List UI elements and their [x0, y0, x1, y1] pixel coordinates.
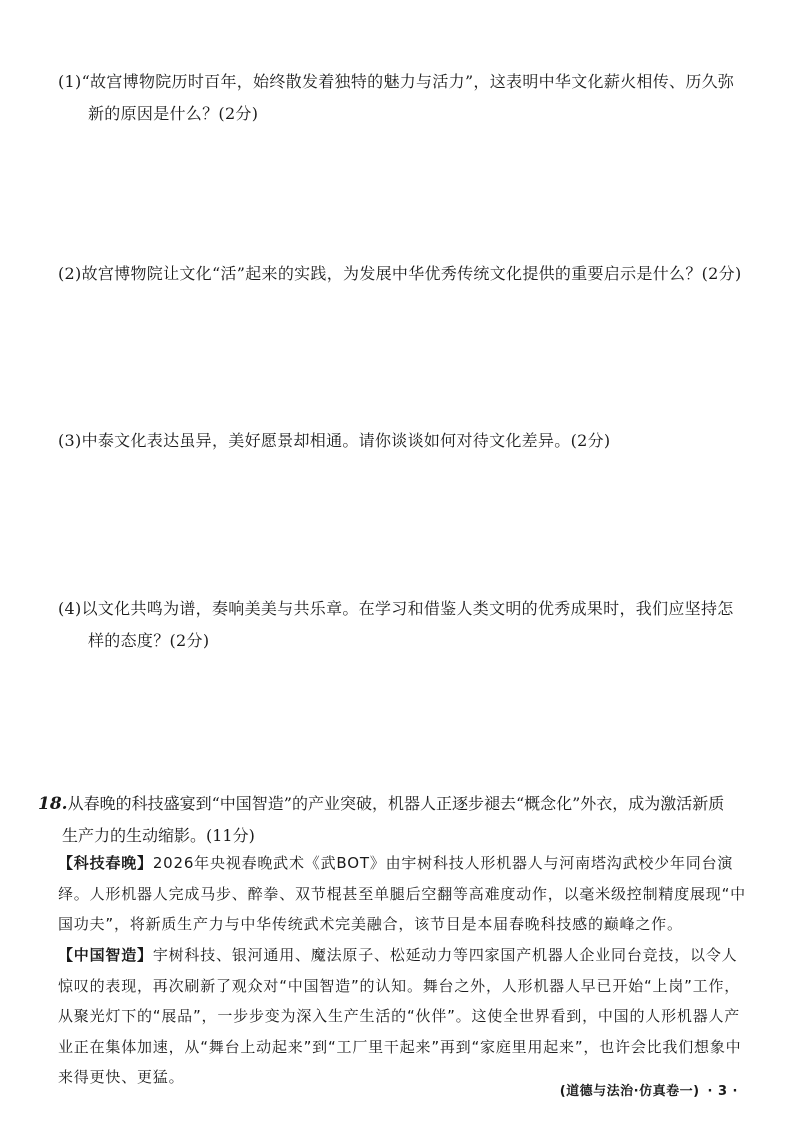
question-text: (1)“故宫博物院历时百年，始终散发着独特的魅力与活力”，这表明中华文化薪火相传、历久弥 [58, 72, 735, 91]
question-17-2 [58, 258, 748, 290]
question-text-cont: 新的原因是什么？(2分) [88, 104, 259, 123]
question-text: (2)故宫博物院让文化“活”起来的实践，为发展中华优秀传统文化提供的重要启示是什么？(2分) [58, 264, 742, 283]
question-text: 从春晚的科技盛宴到“中国智造”的产业突破，机器人正逐步褪去“概念化”外衣，成为激活新质 [67, 794, 725, 813]
page-footer [560, 1080, 738, 1099]
question-text-cont: 生产力的生动缩影。(11分) [62, 826, 255, 845]
question-text: (3)中泰文化表达虽异，美好愿景却相通。请你谈谈如何对待文化差异。(2分) [58, 431, 611, 450]
question-text-cont: 样的态度？(2分) [88, 631, 210, 650]
material-tech-gala [58, 848, 750, 940]
material-text: 宇树科技、银河通用、魔法原子、松延动力等四家国产机器人企业同台竞技，以令人惊叹的表现，再次刷新了观众对“中国智造”的认知。舞台之外，人形机器人早已开始“上岗”工作，从聚光灯下的“展品”，一步步变为深入生产生活的“伙伴”。这使全世界看到，中国的人形机器人产业正在集体加速，从“舞台上动起来”到“工厂里干起来”再到“家庭里用起来”，也许会比我们想象中来得更快、更猛。 [58, 946, 742, 1086]
question-17-1 [58, 66, 748, 130]
question-text: (4)以文化共鸣为谱，奏响美美与共乐章。在学习和借鉴人类文明的优秀成果时，我们应坚持怎 [58, 599, 734, 618]
page-number: · 3 · [707, 1084, 738, 1099]
question-17-3 [58, 425, 748, 457]
question-number: 18. [38, 794, 68, 814]
material-tag: 【中国智造】 [58, 946, 153, 964]
question-17-4 [58, 593, 748, 657]
footer-label: (道德与法治·仿真卷一) [559, 1084, 700, 1099]
material-china-smart-manufacturing [58, 940, 750, 1093]
question-18 [38, 788, 750, 851]
material-tag: 【科技春晚】 [58, 854, 153, 872]
material-text: 2026年央视春晚武术《武BOT》由宇树科技人形机器人与河南塔沟武校少年同台演绎。人形机器人完成马步、醉拳、双节棍甚至单腿后空翻等高难度动作，以毫米级控制精度展现“中国功夫”，将新质生产力与中华传统武术完美融合，该节目是本届春晚科技感的巅峰之作。 [58, 854, 746, 933]
